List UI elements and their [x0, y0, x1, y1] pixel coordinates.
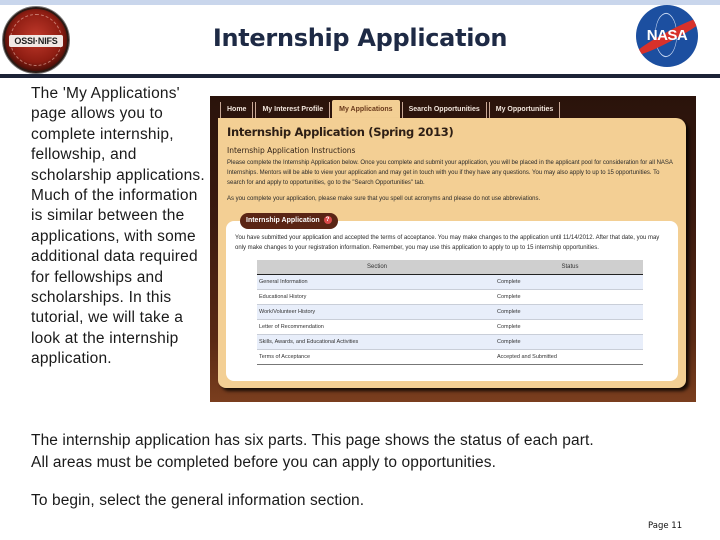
- applications-panel: [218, 118, 686, 388]
- table-row[interactable]: [257, 349, 643, 364]
- column-header-section: Section: [257, 260, 497, 274]
- header-divider: [0, 74, 720, 78]
- status-cell: Complete: [497, 304, 643, 319]
- table-row[interactable]: [257, 289, 643, 304]
- table-row[interactable]: [257, 274, 643, 289]
- status-cell: Complete: [497, 319, 643, 334]
- section-link-educational-history[interactable]: Educational History: [257, 289, 497, 304]
- site-nav: [220, 100, 562, 118]
- table-row[interactable]: [257, 334, 643, 349]
- bottom-description: [31, 430, 691, 473]
- application-badge: [240, 213, 338, 229]
- ossi-nifs-logo-text: OSSI·NIFS: [9, 35, 63, 47]
- application-status-text: You have submitted your application and accepted the terms of acceptance. You may make changes to the application until 11/14/2012. After that date, you may only make changes to your registration information. Remember, you may use this application to apply to up to 15 internship opportunities.: [235, 235, 660, 251]
- nasa-logo: [636, 5, 698, 67]
- nav-tab-my-opportunities[interactable]: My Opportunities: [489, 102, 561, 118]
- instructions-note: As you complete your application, please make sure that you spell out acronyms and please do not use abbreviations.: [227, 196, 541, 202]
- bottom-instruction: To begin, select the general information section.: [31, 492, 365, 509]
- section-link-skills-awards[interactable]: Skills, Awards, and Educational Activities: [257, 334, 497, 349]
- status-cell: Complete: [497, 274, 643, 289]
- embedded-screenshot: [210, 96, 696, 402]
- nav-tab-my-applications[interactable]: My Applications: [332, 100, 399, 118]
- panel-title: Internship Application (Spring 2013): [227, 125, 454, 139]
- left-description: The 'My Applications' page allows you to complete internship, fellowship, and scholarship applications. Much of the information is similar between the applications, with some additional data required for fellowships and scholarships. In this tutorial, we will take a look at the internship application.: [31, 85, 205, 368]
- status-cell: Complete: [497, 334, 643, 349]
- ossi-nifs-logo: [3, 7, 69, 73]
- nav-tab-home[interactable]: Home: [220, 102, 253, 118]
- status-cell: Accepted and Submitted: [497, 349, 643, 364]
- section-status-table: [257, 260, 643, 365]
- top-accent-strip: [0, 0, 720, 5]
- help-icon[interactable]: ?: [324, 216, 332, 224]
- application-badge-label: Internship Application: [246, 217, 320, 224]
- section-link-general-information[interactable]: General Information: [257, 274, 497, 289]
- nav-tab-my-interest-profile[interactable]: My Interest Profile: [255, 102, 330, 118]
- table-row[interactable]: [257, 304, 643, 319]
- page-number: Page 11: [648, 521, 683, 531]
- table-row[interactable]: [257, 319, 643, 334]
- status-cell: Complete: [497, 289, 643, 304]
- section-link-work-volunteer-history[interactable]: Work/Volunteer History: [257, 304, 497, 319]
- slide-title: Internship Application: [212, 24, 508, 52]
- section-link-letter-of-recommendation[interactable]: Letter of Recommendation: [257, 319, 497, 334]
- nasa-logo-text: NASA: [646, 27, 688, 44]
- nav-tab-search-opportunities[interactable]: Search Opportunities: [402, 102, 487, 118]
- application-status-box: [226, 217, 678, 381]
- bottom-description-line-1: The internship application has six parts. This page shows the status of each part.: [31, 432, 594, 449]
- bottom-description-line-2: All areas must be completed before you can apply to opportunities.: [31, 453, 496, 471]
- instructions-title: Internship Application Instructions: [227, 146, 356, 155]
- section-link-terms-of-acceptance[interactable]: Terms of Acceptance: [257, 349, 497, 364]
- column-header-status: Status: [497, 260, 643, 274]
- instructions-text: Please complete the Internship Application below. Once you complete and submit your application, you will be placed in the applicant pool for consideration for all NASA Internships. Mentors will be able to view your application and may get in touch with you if they have any questions. You may also apply to up to 15 opportunities. To search for and apply to opportunities, go to the "Search Opportunities" tab.: [227, 160, 673, 186]
